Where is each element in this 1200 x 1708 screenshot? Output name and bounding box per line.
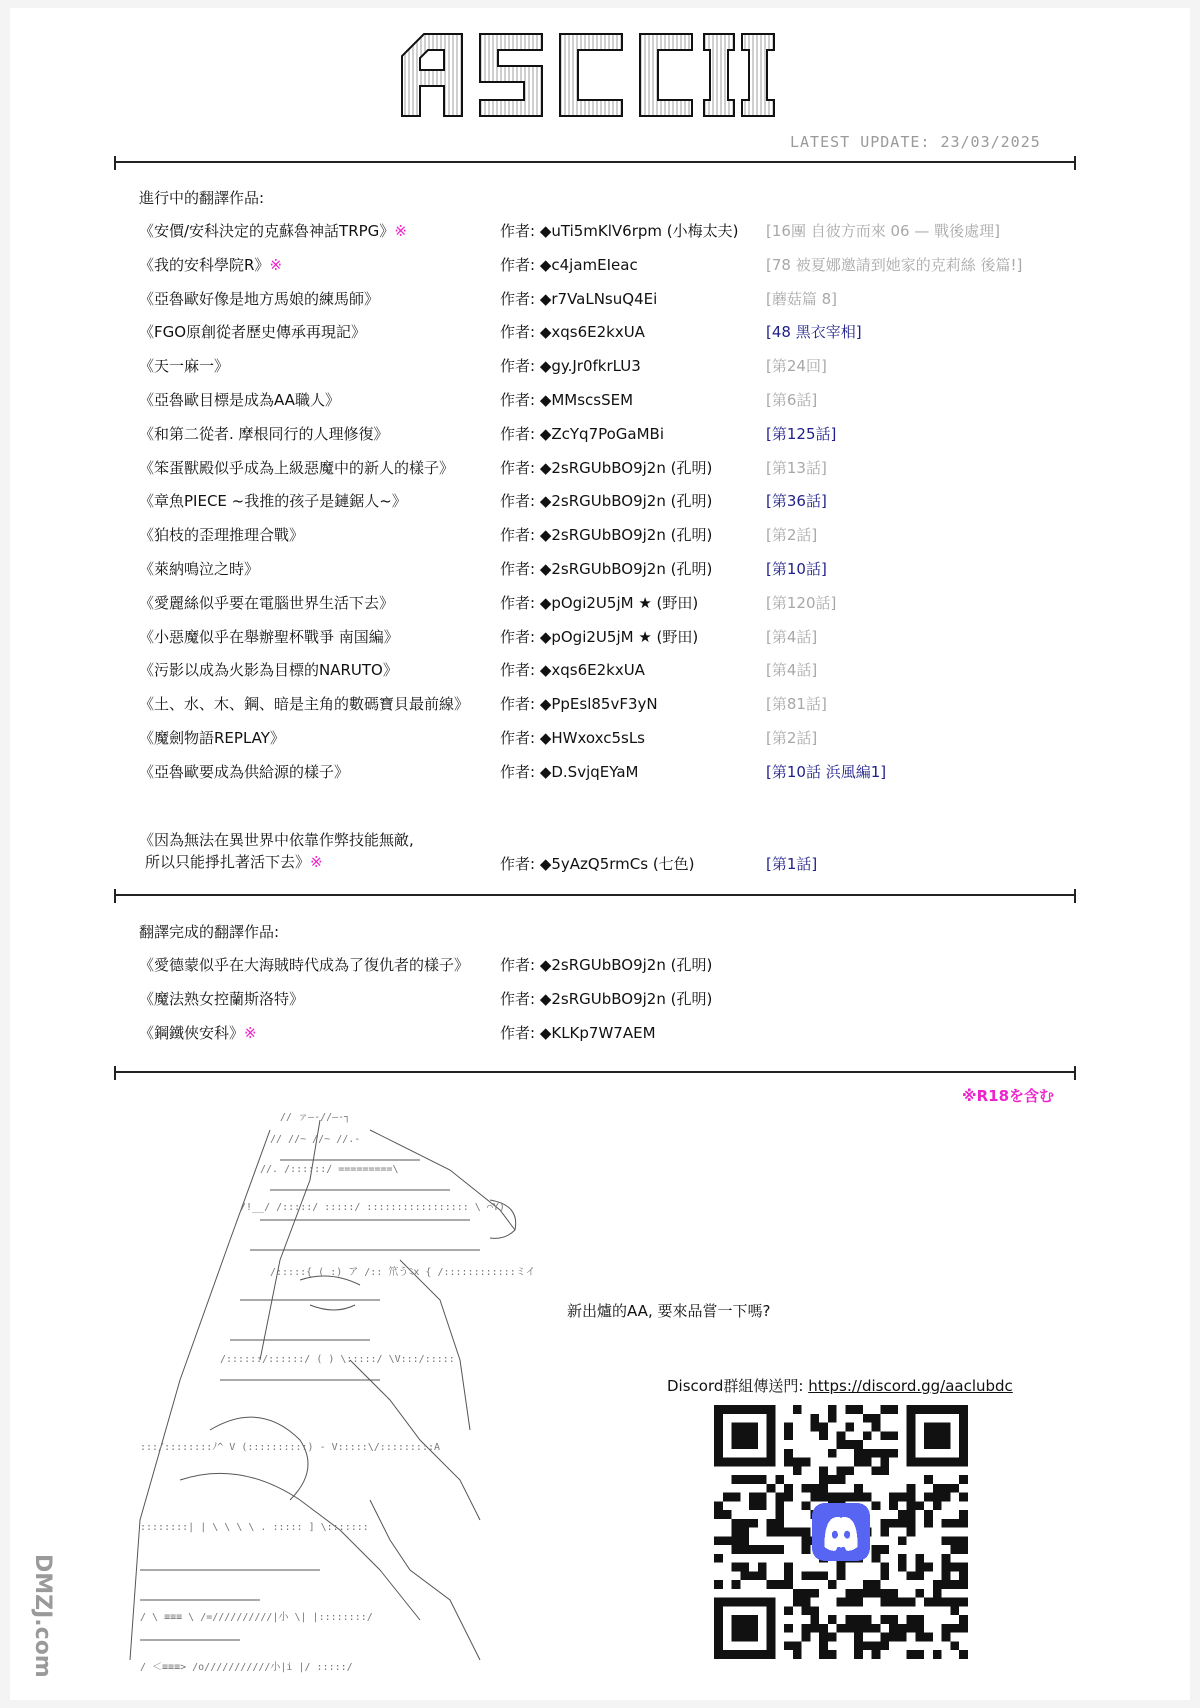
divider-middle — [114, 894, 1076, 896]
r18-mark: ※ — [310, 853, 323, 871]
work-title: 《愛麗絲似乎要在電腦世界生活下去》 — [139, 593, 395, 612]
ongoing-item[interactable] — [0, 659, 1200, 685]
r18-mark: ※ — [394, 222, 407, 240]
work-author: 作者: ◆HWxoxc5sLs — [500, 729, 645, 747]
ongoing-item[interactable] — [0, 558, 1200, 584]
ascii-art-illustration — [120, 1100, 540, 1682]
svg-text:/ ＜≡≡≡> /o///////////小|i |/: / ＜≡≡≡> /o///////////小|i |/ :::::/ — [140, 1662, 353, 1673]
work-title: 《亞魯歐目標是成為AA職人》 — [139, 391, 340, 409]
svg-text:/ \ ≡≡≡ \ /=//////////|小: / \ ≡≡≡ \ /=//////////|小 \| |::::::::/ — [140, 1612, 373, 1623]
work-author: 作者: ◆xqs6E2kxUA — [500, 323, 645, 342]
ongoing-item[interactable] — [0, 254, 1200, 280]
ongoing-item[interactable] — [0, 490, 1200, 516]
work-author: 作者: ◆ZcYq7PoGaMBi — [500, 424, 665, 443]
svg-text:// //~ //~ //.-: // //~ //~ //.- — [270, 1134, 361, 1145]
completed-item[interactable] — [0, 988, 1200, 1014]
work-chapter-link[interactable]: [第4話] — [766, 661, 818, 680]
work-title: 《污影以成為火影為目標的NARUTO》 — [139, 661, 398, 680]
ongoing-item[interactable] — [0, 220, 1200, 246]
work-chapter-link[interactable]: [第2話] — [766, 526, 818, 545]
ongoing-item[interactable] — [0, 423, 1200, 449]
watermark-text: DMZJ.com — [30, 1554, 55, 1678]
discord-invite — [667, 1375, 1013, 1396]
r18-note: ※R18を含む — [962, 1087, 1055, 1105]
completed-item[interactable] — [0, 1022, 1200, 1048]
work-chapter-link[interactable]: [第2話] — [766, 729, 818, 747]
work-title: 《狛枝的歪理推理合戰》 — [139, 526, 305, 545]
svg-text://. /::::::/ =========\: //. /::::::/ =========\ — [260, 1164, 399, 1175]
work-chapter-link[interactable]: [第13話] — [766, 458, 827, 477]
divider-bottom — [114, 1071, 1076, 1073]
work-author: 作者: ◆2sRGUbBO9j2n (孔明) — [500, 956, 713, 974]
dmzj-watermark — [14, 1550, 55, 1700]
work-chapter-link[interactable]: [第81話] — [766, 695, 827, 714]
work-chapter-link[interactable]: [蘑菇篇 8] — [766, 289, 838, 308]
work-chapter-link[interactable]: [第36話] — [766, 492, 827, 511]
svg-text:/:::::{ ( :) ア /:: 笊うﾐx { /::: /:::::{ ( :) ア /:: 笊うﾐx { /::::::::::::ミイ — [270, 1267, 536, 1278]
promo-text: 新出爐的AA, 要來品嘗一下嗎? — [567, 1302, 771, 1320]
work-author: 作者: ◆2sRGUbBO9j2n (孔明) — [500, 526, 713, 545]
work-title: 《亞魯歐要成為供給源的樣子》 — [139, 762, 350, 781]
svg-text:/::::::/::::::/ ( ) \::: /::::::/::::::/ ( ) \:::::/ \V:::/::::: — [220, 1354, 455, 1365]
work-author: 作者: ◆uTi5mKlV6rpm (小梅太夫) — [500, 222, 739, 240]
ongoing-item[interactable] — [0, 727, 1200, 753]
work-title: 《笨蛋獸殿似乎成為上級惡魔中的新人的樣子》 — [139, 458, 455, 477]
work-title: 《魔劍物語REPLAY》 — [139, 729, 285, 747]
ongoing-item[interactable] — [0, 288, 1200, 314]
ongoing-item[interactable] — [0, 389, 1200, 415]
svg-text:// ァ—-//—-┐: // ァ—-//—-┐ — [280, 1112, 351, 1123]
ongoing-item[interactable] — [0, 693, 1200, 719]
work-author: 作者: ◆c4jamEIeac — [500, 255, 638, 274]
work-title: 《魔法熟女控蘭斯洛特》 — [139, 989, 305, 1008]
r18-mark: ※ — [244, 1023, 257, 1042]
work-title: 《和第二從者. 摩根同行的人理修復》 — [139, 424, 389, 443]
discord-logo-icon — [812, 1503, 870, 1561]
work-title: 《萊納鳴泣之時》 — [139, 560, 260, 578]
work-title: 《安價/安科決定的克蘇魯神話TRPG》 — [139, 222, 395, 240]
work-title: 《FGO原創從者歷史傳承再現記》 — [139, 323, 367, 342]
ongoing-item[interactable] — [0, 524, 1200, 550]
completed-section-title: 翻譯完成的翻譯作品: — [139, 923, 280, 941]
ongoing-item[interactable] — [0, 321, 1200, 347]
work-author: 作者: ◆KLKp7W7AEM — [500, 1023, 656, 1042]
work-author: 作者: ◆pOgi2U5jM ★ (野田) — [500, 593, 699, 612]
work-author: 作者: ◆pOgi2U5jM ★ (野田) — [500, 627, 699, 646]
work-author: 作者: ◆MMscsSEM — [500, 391, 634, 409]
work-chapter-link[interactable]: [第1話] — [766, 855, 818, 873]
discord-label: Discord群組傳送門: — [667, 1377, 809, 1395]
work-title: 《亞魯歐好像是地方馬娘的練馬師》 — [139, 289, 380, 308]
work-title: 《鋼鐵俠安科》 — [139, 1023, 245, 1042]
qr-code[interactable] — [714, 1405, 968, 1659]
ongoing-item[interactable] — [0, 626, 1200, 652]
work-author: 作者: ◆2sRGUbBO9j2n (孔明) — [500, 560, 713, 578]
work-title: 《我的安科學院R》 — [139, 255, 270, 274]
work-author: 作者: ◆2sRGUbBO9j2n (孔明) — [500, 458, 713, 477]
ongoing-item[interactable] — [0, 457, 1200, 483]
svg-text:::::::::| | \ \ \ \: ::::::::| | \ \ \ \ . ::::: ] \::::::: — [140, 1522, 369, 1533]
work-chapter-link[interactable]: [第10話] — [766, 560, 827, 578]
discord-link[interactable]: https://discord.gg/aaclubdc — [808, 1377, 1013, 1395]
svg-text::::/::::::::ﾉ^ V (:::::::: :::/::::::::ﾉ^ V (::::::::::) - V:::::\/:::::::::A — [140, 1442, 441, 1453]
completed-item[interactable] — [0, 954, 1200, 980]
work-author: 作者: ◆r7VaLNsuQ4Ei — [500, 289, 658, 308]
work-chapter-link[interactable]: [第120話] — [766, 593, 837, 612]
work-chapter-link[interactable]: [第4話] — [766, 627, 818, 646]
work-author: 作者: ◆xqs6E2kxUA — [500, 661, 645, 680]
r18-mark: ※ — [269, 255, 283, 274]
work-title: 《天一麻一》 — [139, 357, 230, 376]
work-chapter-link[interactable]: [48 黑衣宰相] — [766, 323, 862, 342]
work-chapter-link[interactable]: [第24回] — [766, 357, 827, 376]
work-title: 《小惡魔似乎在舉辦聖杯戰爭 南国編》 — [139, 627, 399, 646]
work-author: 作者: ◆5yAzQ5rmCs (七色) — [500, 855, 695, 873]
work-title-line2: 所以只能掙扎著活下去》 — [145, 853, 311, 871]
ongoing-item[interactable] — [0, 355, 1200, 381]
work-title: 《愛德蒙似乎在大海賊時代成為了復仇者的樣子》 — [139, 956, 470, 974]
work-title: 《土、水、木、鋼、暗是主角的數碼寶貝最前線》 — [139, 695, 470, 714]
work-author: 作者: ◆2sRGUbBO9j2n (孔明) — [500, 492, 713, 511]
ongoing-item[interactable] — [0, 592, 1200, 618]
ascii-logo — [392, 26, 782, 122]
ongoing-section-title: 進行中的翻譯作品: — [139, 189, 265, 207]
work-chapter-link[interactable]: [16團 自彼方而來 06 — 戰後處理] — [766, 222, 1000, 240]
work-chapter-link[interactable]: [第6話] — [766, 391, 818, 409]
work-title: 《章魚PIECE ~我推的孩子是鏈鋸人~》 — [139, 492, 407, 511]
svg-text:/!__/ /:::::/ :::::/ :::::::::: /!__/ /:::::/ :::::/ ::::::::::::::::: \ ⌒Y) — [240, 1202, 505, 1213]
work-author: 作者: ◆PpEsl85vF3yN — [500, 695, 658, 714]
ongoing-item-last[interactable] — [0, 829, 1200, 881]
ongoing-item[interactable] — [0, 761, 1200, 787]
work-title: 《因為無法在異世界中依靠作弊技能無敵, — [139, 831, 414, 849]
work-author: 作者: ◆D.SvjqEYaM — [500, 762, 639, 781]
work-author: 作者: ◆2sRGUbBO9j2n (孔明) — [500, 989, 713, 1008]
work-chapter-link[interactable]: [第125話] — [766, 424, 837, 443]
latest-update: LATEST UPDATE: 23/03/2025 — [790, 133, 1041, 151]
divider-top — [114, 161, 1076, 163]
work-chapter-link[interactable]: [第10話 浜風編1] — [766, 762, 887, 781]
work-author: 作者: ◆gy.Jr0fkrLU3 — [500, 357, 641, 376]
work-chapter-link[interactable]: [78 被夏娜邀請到她家的克莉絲 後篇!] — [766, 255, 1023, 274]
